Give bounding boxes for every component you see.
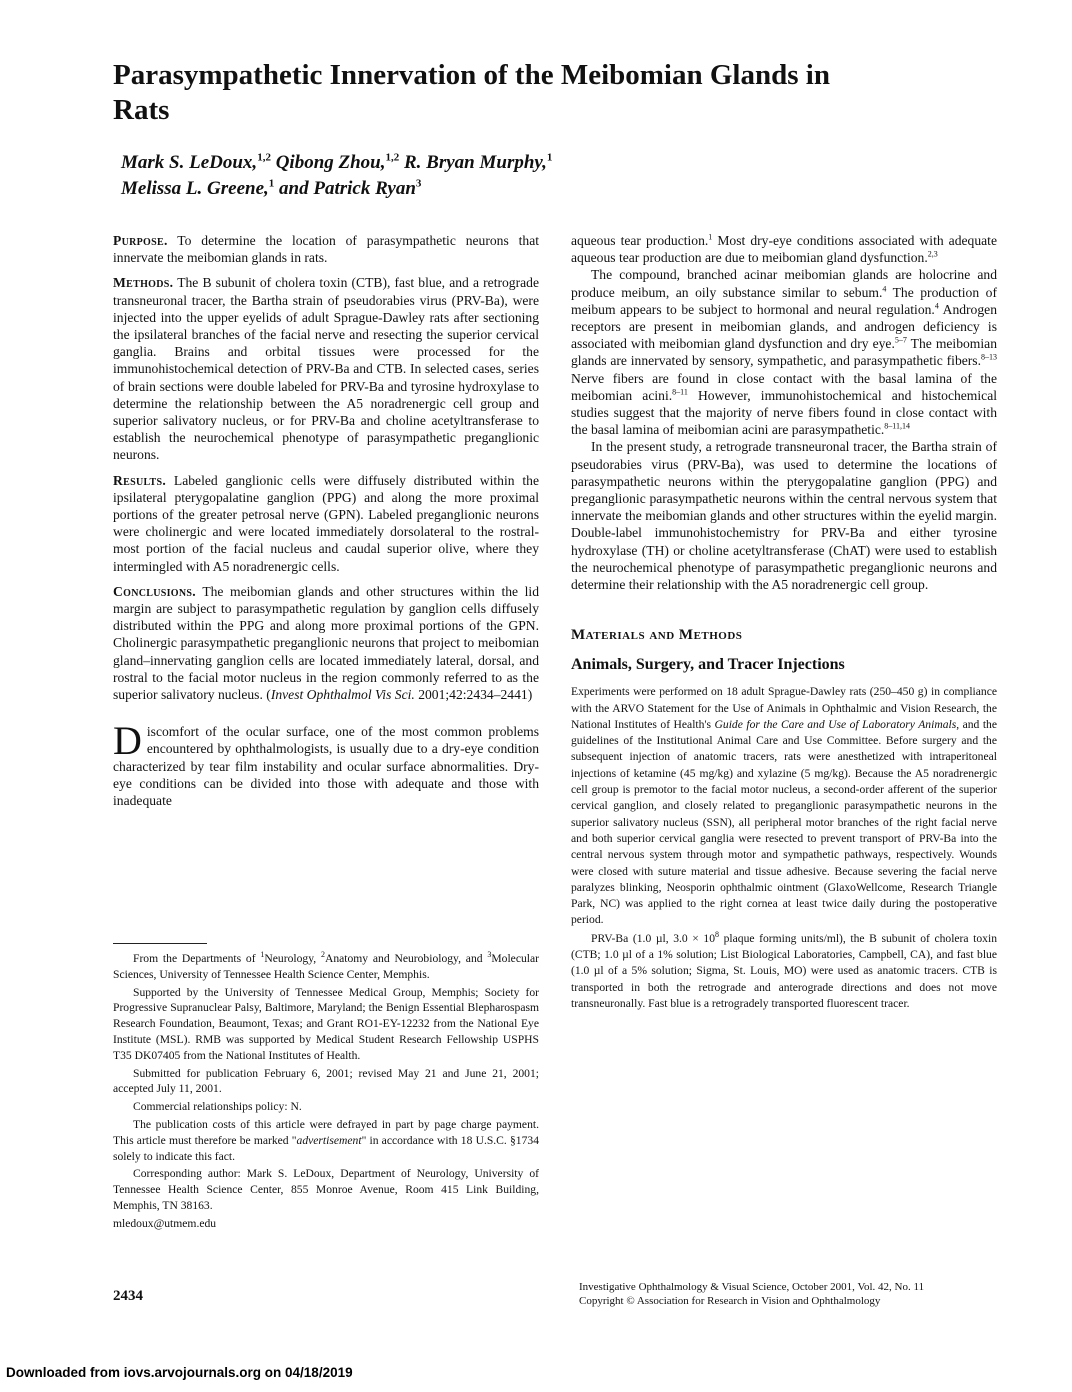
abstract-label: Purpose. [113,233,168,248]
intro-paragraph: The compound, branched acinar meibomian glands are holocrine and produce meibum, an oily substance similar to sebum.$^4$ The production of meibum appears to be subject to hormonal and neural regulation.$^4$ Androgen receptors are present in meibomian glands, and androgen deficiency is associated with meibomian gland dysfunction and dry eye.$^{5-7}$ The meibomian glands are innervated by sensory, sympathetic, and parasympathetic fibers.$^{8-13}$ Nerve fibers are found in close contact with the basal lamina of the meibomian acini.$^{8-11}$ However, immunohistochemical and histochemical studies suggest that the majority of nerve fibers found in close contact with the basal lamina of meibomian acini are parasympathetic.$^{8-11,14}$ [571,267,998,438]
author-name: Melissa L. Greene, [121,178,269,199]
abstract-text: The B subunit of cholera toxin (CTB), fast blue, and a retrograde transneuronal tracer, the Bartha strain of pseudorabies virus (PRV-Ba), were injected into the upper eyelids of adult Sprague-Dawley rats after sectioning the ipsilateral branches of the facial nerve and resecting the superior cervical ganglia. Brains and orbital tissues were processed for the immunohistochemical detection of PRV-Ba and CTB. In selected cases, series of brain sections were double labeled for PRV-Ba and tyrosine hydroxylase to determine the relationship between the A5 noradrenergic cell group and superior salivatory nucleus, or for PRV-Ba and choline acetyltransferase to establish the neurochemical phenotype of parasympathetic preganglionic neurons. [113,275,539,463]
author-list [121,150,761,202]
reference-superscript: 2,3 [927,249,938,259]
reference-superscript: 1 [708,232,713,242]
abstract-methods [113,274,539,463]
author-name: Mark S. LeDoux, [121,152,258,173]
footnote-commercial: Commercial relationships policy: N. [133,1100,302,1114]
left-column [113,232,539,809]
right-column [571,232,997,1012]
journal-info [579,1280,1009,1308]
author-affiliation: 1,2 [257,151,271,164]
author-name: Qibong Zhou, [275,152,386,173]
page-number: 2434 [113,1288,143,1304]
citation-journal: Invest Ophthalmol Vis Sci. [270,687,415,703]
abstract-text: To determine the location of parasympathetic neurons that innervate the meibomian glands in rats. [113,233,540,266]
copyright-notice: Copyright © Association for Research in Vision and Ophthalmology [579,1295,881,1307]
email-link[interactable]: mledoux@utmem.edu [113,1216,217,1230]
intro-paragraph [113,718,539,809]
footnote-costs: The publication costs of this article were defrayed in part by page charge payment. This article must therefore be marked "advertisement" in accordance with 18 U.S.C. §1734 solely to indicate this fact. [113,1117,539,1163]
footnote-submitted: Submitted for publication February 6, 2001; revised May 21 and June 21, 2001; accepted July 11, 2001. [113,1066,539,1096]
abstract-purpose [113,232,539,266]
footnote-rule [113,943,207,944]
author-affiliation: 1,2 [385,151,400,164]
abstract-label: Results. [113,472,167,488]
subsection-heading: Animals, Surgery, and Tracer Injections [571,656,845,674]
download-banner: Downloaded from iovs.arvojournals.org on 04/18/2019 [6,1365,353,1380]
intro-paragraph: In the present study, a retrograde transneuronal tracer, the Bartha strain of pseudorabies virus (PRV-Ba), was used to determine the locations of parasympathetic neurons within the pterygopalatine ganglion (PPG) and preganglionic parasympathetic neurons within the central nervous system that innervate the meibomian glands and other structures within the eyelid margin. Double-label immunohistochemistry for PRV-Ba and either tyrosine hydroxylase (TH) or choline acetyltransferase (ChAT) were used to establish the neurochemical phenotype of parasympathetic preganglionic neurons and determine their relationship with the A5 noradrenergic cell group. [571,439,997,593]
methods-paragraph: Experiments were performed on 18 adult Sprague-Dawley rats (250–450 g) in compliance with the ARVO Statement for the Use of Animals in Ophthalmic and Vision Research, the National Institutes of Health's Guide for the Care and Use of Laboratory Animals, and the guidelines of the Institutional Animal Care and Use Committee. Before surgery and the subsequent injection of anatomic tracers, rats were anesthetized with intraperitoneal injections of ketamine (45 mg/kg) and xylazine (5 mg/kg). Because the A5 noradrenergic cell group is premotor to the facial motor nucleus, a second-order afferent of the superior cervical ganglion, and closely related to preganglionic parasympathetic neurons in the superior salivatory nucleus (SSN), all peripheral motor branches of the right facial nerve and both superior cervical ganglia were resected to prevent transport of PRV-Ba into the central nervous system through motor and sympathetic pathways, respectively. Wounds were closed with suture material and tissue adhesive. Because severing the facial nerve paralyzes blinking, Neosporin ophthalmic ointment (GlaxoWellcome, Research Triangle Park, NC) was applied to the right cornea at least twice daily during the postoperative period. [571,685,998,927]
author-affiliation: 3 [415,177,422,190]
intro-paragraph: aqueous tear production.$^1$ Most dry-eye conditions associated with adequate aqueous tear production are due to meibomian gland dysfunction.$^{2,3}$ [571,232,997,266]
footnote-support: Supported by the University of Tennessee Medical Group, Memphis; Society for Progressive Supranuclear Palsy, Baltimore, Maryland; the Benign Essential Blepharospasm Research Foundation, Beaumont, Texas; and Grant RO1-EY-12232 from the National Eye Institute (MSL). RMB was supported by Medical Student Research Fellowship USPHS T35 DK07405 from the National Institutes of Health. [113,985,539,1062]
article-title: Parasympathetic Innervation of the Meibomian Glands in Rats [113,59,830,126]
footnote-affiliations: From the Departments of $^1$Neurology, $^2$Anatomy and Neurobiology, and $^3$Molecular Sciences, University of Tennessee Health Science Center, Memphis. [113,950,539,981]
author-affiliation: 1 [268,177,275,190]
abstract [113,232,539,703]
footnotes [113,951,539,1234]
citation-details: 2001;42:2434–2441) [418,687,533,703]
abstract-text: Labeled ganglionic cells were diffusely distributed within the ipsilateral pterygopalatine ganglion (PPG) and along the more proximal portions of the greater petrosal nerve (GPN). Labeled preganglionic neurons were cholinergic and were located immediately dorsolateral to the rostral-most portion of the facial nucleus and caudal superior olive, where they intermingled with A5 noradrenergic cells. [113,472,539,574]
footnote-corresponding: Corresponding author: Mark S. LeDoux, Department of Neurology, University of Tennessee Health Science Center, 855 Monroe Avenue, Room 415 Link Building, Memphis, TN 38163. [113,1167,539,1212]
section-heading: Materials and Methods [571,627,743,644]
journal-citation: Investigative Ophthalmology & Visual Science, October 2001, Vol. 42, No. 11 [579,1281,925,1293]
drop-cap: D [113,718,142,764]
methods-paragraph: PRV-Ba (1.0 µl, $3.0 \times 10^8$ plaque forming units/ml), the B subunit of cholera toxin (CTB; 1.0 µl of a 1% solution; List Biological Laboratories, Campbell, CA), and fast blue (1.0 µl of a 5% solution; Sigma, St. Louis, MO) were used as anatomic tracers. CTB is transported in both the retrograde and anterograde directions and does not move transneuronally. Fast blue is a retrogradely transported fluorescent tracer. [571,929,997,1010]
abstract-label: Methods. [113,275,174,291]
abstract-label: Conclusions. [113,583,196,599]
abstract-conclusions [113,583,539,703]
abstract-text: The meibomian glands and other structures within the lid margin are subject to parasympathetic regulation by ganglion cells diffusely distributed within the PPG and along more proximal portions of the GPN. Cholinergic parasympathetic preganglionic neurons that project to meibomian gland–innervating ganglion cells are located immediately lateral, dorsal, and rostral to the facial motor nucleus in the region commonly referred to as the superior salivatory nucleus. [113,583,540,703]
intro-text: iscomfort of the ocular surface, one of the most common problems encountered by ophthalmologists, is usually due to a dry-eye condition characterized by tear film instability and ocular surface abnormalities. Dry-eye conditions can be divided into those with adequate and those with inadequate [113,724,539,809]
abstract-results [113,472,539,575]
author-affiliation: 1 [546,151,553,164]
author-name: and Patrick Ryan [279,178,416,199]
citation-paren: ( [266,687,271,703]
author-name: R. Bryan Murphy, [404,152,547,173]
